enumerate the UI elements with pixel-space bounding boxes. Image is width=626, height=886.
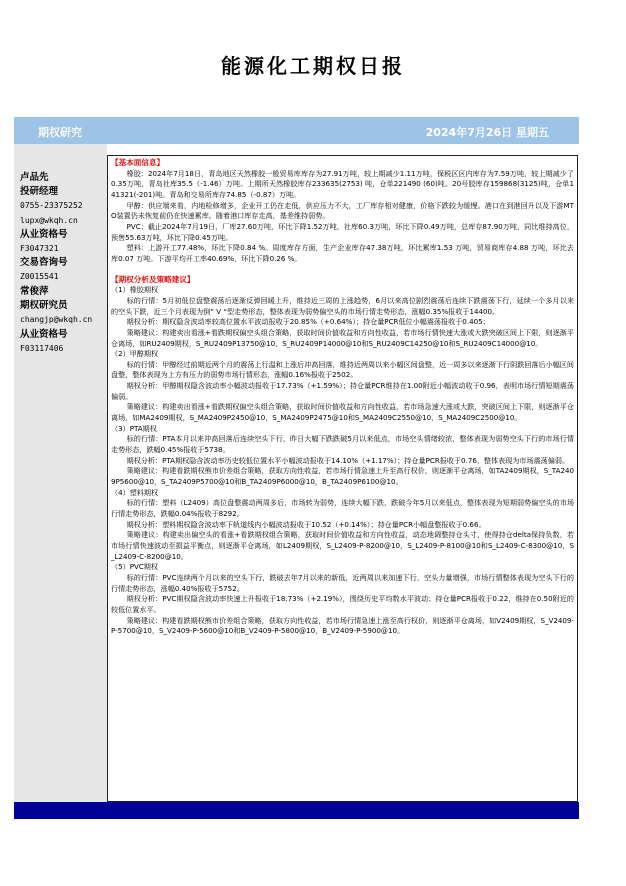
analyst-email[interactable]: changjp@wkqh.cn: [20, 315, 93, 325]
strategy-heading: 【期权分析及策略建议】: [111, 274, 195, 284]
item-analysis: 期权分析：期权隐含波动率较高位置水平波动报收于20.85%（+0.64%）；持仓量PCR低位小幅震荡报收于0.405；: [126, 317, 490, 327]
footer-bar: [14, 802, 579, 819]
item-market: 标的行情：PTA本月以来冲高回落后连续空头下行，昨日大幅下跌跌破5月以来低点，市场空头情绪较浓，整体表现为弱势空头下行的市场行情走势形态，跌幅0.45%报收于5738。: [111, 434, 574, 455]
item-advice: 策略建议：构建看跌期权熊市价差组合策略，获取方向性收益，若市场行情急速上升至高行权价，则逐渐平仓离场，如TA2409期权，S_TA2409P5600@10，S_TA2409P5700@10和B_TA2409P6000@10，B_TA2409P6100@10。: [111, 466, 574, 487]
analyst-1: [20, 171, 83, 285]
license-label: 从业资格号: [20, 228, 68, 240]
item-analysis: 期权分析：PVC期权隐含波动率快速上升报收于18.73%（+2.19%），围绕历史平均数水平波动；持仓量PCR报收于0.22，维持在0.50附近的较低位置水平。: [111, 594, 574, 614]
item-advice: 策略建议：构建卖出偏空头的看涨+看跌期权组合策略，获取时间价值收益和方向性收益，动态地调整持仓头寸，使得持仓delta保持负数，若市场行情快速波动至损益平衡点，则逐渐平仓离场，如L2409期权，S_L2409-P-8200@10，S_L2409-P-8100@10和S_L2409-C-8300@10，S_L2409-C-8200@10。: [111, 530, 574, 561]
report-title: 能源化工期权日报: [221, 54, 405, 78]
item-analysis: 期权分析：甲醇期权隐含波动率小幅波动报收于17.73%（+1.59%）；持仓量PCR维持在1.00附近小幅波动收于0.96，表明市场行情短期震荡偏弱。: [111, 381, 574, 401]
item-advice: 策略建议：构建卖出看涨+看跌期权偏空头组合策略，获取时间价值收益和方向性收益，若市场急速大涨或大跌，突破区间上下限，则逐渐平仓离场，如MA2409期权，S_MA2409P2450@10，S_MA2409P2475@10和S_MA2409C2550@10，S_MA2409C2500@10。: [111, 402, 574, 423]
item-market: 标的行情：甲醇经过前期近两个月的震荡上行温和上涨后冲高回落，维持近两周以来小幅区间盘整，近一周多以来逐渐下行阴跌回落后小幅区间盘整，整体表现为上方有压力的弱势市场行情形态，涨幅0.16%报收于2502。: [111, 359, 574, 380]
item-analysis: 期权分析：塑料期权隐含波动率下轨道线内小幅波动报收于10.52（+0.14%）；持仓量PCR小幅盘整报收于0.66。: [126, 519, 486, 529]
item-title: （1）橡胶期权: [111, 285, 159, 295]
fundamentals-methanol: 甲醇：供应端来看，内地检修增多，企业开工仍在走低，供应压力不大，工厂库存相对健康，价格下跌较为缓慢。港口在到港回升以及下游MTO装置仍未恢复前仍在快速累库。随着港口库存走高，基差维持弱势。: [111, 200, 574, 221]
license-label: 从业资格号: [20, 328, 68, 340]
analyst-email[interactable]: lupx@wkqh.cn: [20, 215, 78, 225]
consult-number: Z0015541: [20, 272, 59, 282]
item-advice: 策略建议：构建卖出看涨+看跌期权偏空头组合策略，获取时间价值收益和方向性收益，若市场行情快速大涨或大跌突破区间上下限，则逐渐平仓离场，如RU2409期权，S_RU2409P13750@10、S_RU2409P14000@10和S_RU2409C14250@10和S_RU2409C14000@10。: [111, 327, 574, 348]
analyst-name: 卢品先: [20, 172, 49, 183]
item-market: 标的行情：PVC连续两个月以来的空头下行，跌破去年7月以来的新低，近两周以来加速下行，空头力量增强，市场行情整体表现为空头下行的行情走势形态，涨幅0.40%报收于5752。: [111, 572, 574, 593]
strategy-item-plastic: [111, 488, 574, 563]
analyst-sidebar: [14, 144, 107, 802]
consult-label: 交易咨询号: [20, 257, 68, 269]
item-title: （2）甲醇期权: [111, 349, 159, 359]
license-number: F03117406: [20, 343, 64, 353]
license-number: F3047321: [20, 244, 59, 254]
item-title: （3）PTA期权: [111, 423, 157, 433]
analyst-name: 常俊萍: [20, 286, 49, 297]
fundamentals-plastic: 塑料：上游开工77.48%，环比下降0.84 %。周度库存方面，生产企业库存47.38万吨，环比累库1.53 万吨，贸易商库存4.88 万吨，环比去库0.07 万吨。下游平均开工率40.69%，环比下降0.26 %。: [111, 243, 574, 263]
item-analysis: 期权分析：PTA期权隐含波动率历史较低位置水平小幅波动报收于14.10%（+1.17%）；持仓量PCR报收于0.76，整体表现为市场震荡偏弱。: [126, 455, 570, 465]
fundamentals-pvc: PVC：截止2024年7月19日，厂库27.60万吨，环比下降1.52万吨，社库60.3万吨，环比下降0.49万吨，总库存87.90万吨，同比维持高位，预售55.63万吨，环比下降0.45万吨。: [111, 221, 574, 242]
fundamentals-heading: 【基本面信息】: [111, 158, 165, 167]
analyst-role: 期权研究员: [20, 300, 68, 312]
report-date: 2024年7月26日 星期五: [425, 126, 549, 139]
analyst-2: [20, 285, 92, 356]
report-content: [107, 155, 578, 802]
item-market: 标的行情：5月初低位盘整震荡后逐渐反弹回暖上升，维持近三周的上涨趋势，6月以来高位剧烈震荡后连续下跌震荡下行，延续一个多月以来的空头下跌，近三个月表现为倒” V “型走势形态，整体表现为弱势偏空头的市场行情走势形态，涨幅0.35%报收于14400。: [111, 295, 574, 316]
item-title: （4）塑料期权: [111, 487, 159, 497]
strategy-item-pvc: [111, 562, 574, 637]
fundamentals-rubber: 橡胶：2024年7月18日，青岛地区天然橡胶一般贸易库库存为27.91万吨，较上期减少1.11万吨，保税区区内库存为7.59万吨，较上期减少了0.35万吨，青岛社库35.5（-1.46）万吨。上期所天然橡胶库存233635(2753) 吨，仓单221490 (60)吨。20号胶库存159868(3125)吨，仓单141321(-201)吨。青岛和交易所库存74.85（-0.87）万吨。: [111, 168, 574, 199]
strategy-item-methanol: [111, 349, 574, 424]
item-title: （5）PVC期权: [111, 562, 158, 572]
header-bar: [14, 117, 579, 144]
section-label: 期权研究: [38, 126, 82, 139]
strategy-item-rubber: [111, 285, 574, 349]
item-market: 标的行情：塑料（L2409）高位盘整震动两周多后，市场转为弱势，连续大幅下跌，跌破今年5月以来低点，整体表现为短期弱势偏空头的市场行情走势形态，跌幅0.04%报收于8292。: [111, 498, 574, 518]
analyst-role: 投研经理: [20, 186, 59, 198]
analyst-phone: 0755-23375252: [20, 201, 83, 211]
item-advice: 策略建议：构建看跌期权熊市价差组合策略，获取方向性收益，若市场行情急速上涨至高行权价，则逐渐平仓离场，如V2409期权，S_V2409-P-5700@10，S_V2409-P-5600@10和B_V2409-P-5800@10，B_V2409-P-5900@10。: [111, 615, 574, 636]
strategy-item-pta: [111, 424, 574, 488]
